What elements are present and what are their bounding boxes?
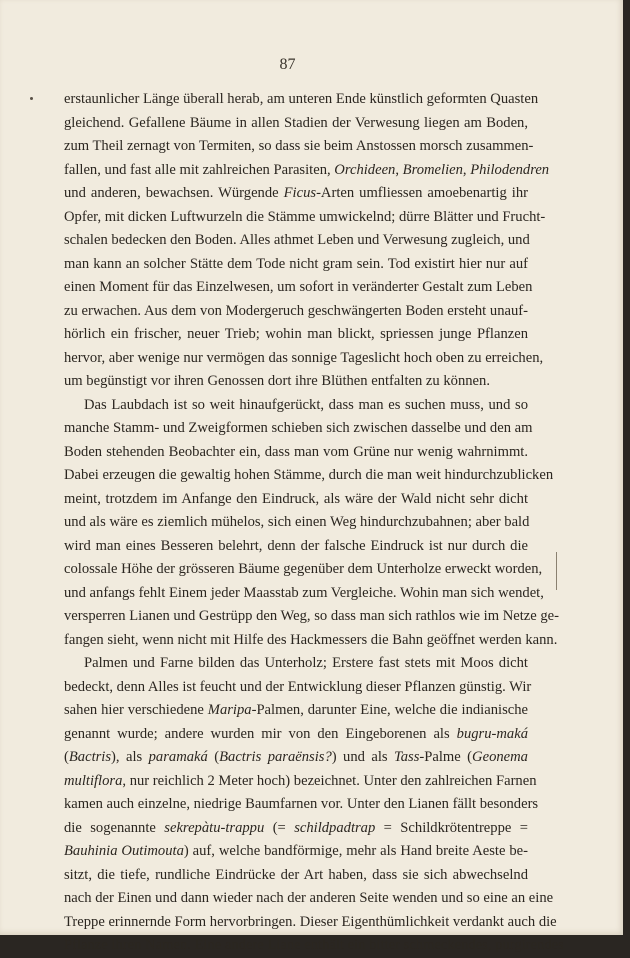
- italic-term: Maripa: [207, 702, 252, 718]
- text-segment: erstaunlicher Länge überall herab, am unteren Ende künstlich geformten Quasten: [64, 91, 539, 107]
- text-line: [64, 934, 564, 958]
- text-segment: meint, trotzdem im Anfange den Eindruck, als wäre der Wald nicht sehr dicht: [64, 490, 528, 507]
- text-segment: fangen sieht, wenn nicht mit Hilfe des Hackmessers die Bahn geöffnet werden kann.: [64, 631, 558, 648]
- text-segment: einen Moment für das Einzelwesen, um sofort in veränderter Gestalt zum Leben: [64, 279, 533, 295]
- italic-term: Orchideen: [334, 161, 396, 178]
- text-line: [64, 840, 528, 864]
- text-segment: , nur reichlich 2 Meter hoch) bezeichnet. Unter den zahlreichen Farnen: [122, 772, 537, 789]
- text-line: [64, 417, 533, 441]
- text-line: [64, 88, 539, 112]
- text-segment: = Schildkrötentreppe =: [375, 819, 528, 836]
- page-number: 87: [279, 56, 296, 73]
- text-segment: Opfer, mit dicken Luftwurzeln die Stämme umwickelnd; dürre Blätter und Frucht-: [64, 208, 546, 225]
- text-line: [64, 464, 554, 488]
- text-line: [64, 887, 554, 911]
- text-line: [64, 605, 560, 629]
- text-line: [64, 182, 528, 206]
- text-segment: -Palme (: [419, 749, 473, 765]
- text-segment: Pflanze ihren Namen. Eine andere Liane enthält ein bitter schmeckendes, purgirendes: [64, 937, 564, 953]
- text-line: [64, 112, 528, 136]
- text-segment: versperren Lianen und Gestrüpp den Weg, so dass man sich rathlos wie im Netze ge-: [64, 608, 560, 624]
- text-segment: ,: [462, 161, 471, 178]
- italic-term: multiflora: [64, 772, 123, 789]
- text-line: [64, 629, 558, 653]
- text-line: [64, 323, 528, 347]
- text-line: [64, 652, 528, 676]
- text-line: [64, 582, 544, 606]
- text-line: [64, 135, 534, 159]
- text-segment: gleichend. Gefallene Bäume in allen Stadien der Verwesung liegen am Boden,: [64, 114, 528, 131]
- text-line: [64, 864, 528, 888]
- italic-term: paramaká: [148, 749, 208, 765]
- text-segment: nach der Einen und dann wieder nach der anderen Seite wenden und so eine an eine: [64, 890, 554, 906]
- text-segment: ), als: [111, 749, 149, 765]
- text-line: [64, 229, 528, 253]
- text-segment: genannt wurde; andere wurden mir von den Eingeborenen als: [64, 725, 457, 742]
- text-line: [64, 253, 528, 277]
- text-segment: (=: [264, 819, 295, 836]
- text-line: [64, 676, 532, 700]
- italic-term: Bromelien: [402, 161, 463, 178]
- text-segment: manche Stamm- und Zweigformen schieben sich zwischen dasselbe und den am: [64, 420, 533, 436]
- text-segment: fallen, und fast alle mit zahlreichen Parasiten,: [64, 161, 335, 178]
- italic-term: Bauhinia Outimouta: [64, 843, 184, 859]
- italic-term: Bactris paraënsis?: [219, 749, 332, 765]
- text-segment: Boden stehenden Beobachter ein, dass man vom Grüne nur wenig wahrnimmt.: [64, 443, 528, 460]
- text-segment: ) auf, welche bandförmige, mehr als Hand breite Aeste be-: [183, 843, 528, 859]
- text-line: [64, 159, 550, 183]
- body-text: [64, 88, 564, 958]
- print-speck: [30, 97, 33, 100]
- text-segment: Das Laubdach ist so weit hinaufgerückt, dass man es suchen muss, und so: [84, 396, 528, 413]
- text-segment: man kann an solcher Stätte dem Tode nicht gram sein. Tod existirt hier nur auf: [64, 255, 528, 272]
- text-segment: Dabei erzeugen die gewaltig hohen Stämme, durch die man weit hindurchzublicken: [64, 467, 554, 483]
- text-line: [64, 394, 528, 418]
- italic-term: Philodendren: [470, 161, 550, 178]
- text-line: [64, 558, 543, 582]
- text-segment: wird man eines Besseren belehrt, denn der falsche Eindruck ist nur durch die: [64, 537, 528, 554]
- text-line: [64, 535, 528, 559]
- text-segment: hervor, aber wenige nur vermögen das sonnige Tageslicht hoch oben zu erreichen,: [64, 349, 544, 366]
- text-segment: zum Theil zernagt von Termiten, so dass sie beim Anstossen morsch zusammen-: [64, 138, 534, 154]
- text-line: [64, 370, 528, 394]
- text-segment: Palmen und Farne bilden das Unterholz; Erstere fast stets mit Moos dicht: [84, 655, 528, 671]
- text-segment: -Palmen, darunter Eine, welche die indianische: [251, 702, 528, 718]
- text-line: [64, 347, 544, 371]
- text-segment: (: [207, 749, 220, 765]
- text-line: [64, 511, 528, 535]
- text-line: [64, 911, 557, 935]
- italic-term: Bactris: [68, 749, 112, 765]
- text-segment: und anfangs fehlt Einem jeder Maasstab zum Vergleiche. Wohin man sich wendet,: [64, 584, 544, 601]
- text-segment: sahen hier verschiedene: [64, 702, 208, 718]
- italic-term: Geonema: [472, 749, 528, 765]
- text-line: [64, 206, 546, 230]
- text-segment: ) und als: [331, 749, 394, 765]
- text-segment: zu erwachen. Aus dem von Modergeruch geschwängerten Boden ersteht unauf-: [64, 302, 528, 319]
- text-segment: sitzt, die tiefe, rundliche Eindrücke der Art haben, dass sie sich abwechselnd: [64, 866, 528, 883]
- text-line: [64, 441, 528, 465]
- text-line: [64, 817, 528, 841]
- italic-term: Tass: [393, 749, 420, 765]
- text-segment: schalen bedecken den Boden. Alles athmet Leben und Verwesung zugleich, und: [64, 232, 530, 248]
- text-segment: ,: [395, 161, 403, 178]
- text-segment: um begünstigt vor ihren Genossen dort ihre Blüthen entfalten zu können.: [64, 373, 490, 389]
- text-segment: hörlich ein frischer, neuer Trieb; wohin man blickt, spriessen junge Pflanzen: [64, 326, 528, 342]
- italic-term: bugru-maká: [456, 725, 528, 742]
- text-line: [64, 723, 528, 747]
- text-line: [64, 300, 528, 324]
- text-segment: Treppe erinnernde Form hervorbringen. Dieser Eigenthümlichkeit verdankt auch die: [64, 913, 557, 930]
- text-segment: colossale Höhe der grösseren Bäume gegenüber dem Unterholze erweckt worden,: [64, 561, 543, 577]
- text-line: [64, 488, 528, 512]
- text-line: [64, 770, 537, 794]
- italic-term: schildpadtrap: [294, 819, 376, 836]
- text-segment: die sogenannte: [64, 819, 165, 836]
- italic-term: sekrepàtu-trappu: [164, 819, 265, 836]
- text-line: [64, 746, 528, 770]
- text-segment: und als wäre es ziemlich mühelos, sich einen Weg hindurchzubahnen; aber bald: [64, 514, 530, 530]
- text-segment: und anderen, bewachsen. Würgende: [64, 185, 284, 201]
- text-line: [64, 793, 539, 817]
- text-segment: bedeckt, denn Alles ist feucht und der Entwicklung dieser Pflanzen günstig. Wir: [64, 678, 532, 695]
- italic-term: Ficus: [283, 185, 317, 201]
- text-segment: kamen auch einzelne, niedrige Baumfarnen vor. Unter den Lianen fällt besonders: [64, 796, 539, 812]
- text-line: [64, 276, 533, 300]
- text-segment: -Arten umfliessen amoebenartig ihr: [316, 185, 528, 201]
- text-line: [64, 699, 528, 723]
- text-segment: (: [64, 749, 69, 765]
- margin-mark: [556, 552, 557, 590]
